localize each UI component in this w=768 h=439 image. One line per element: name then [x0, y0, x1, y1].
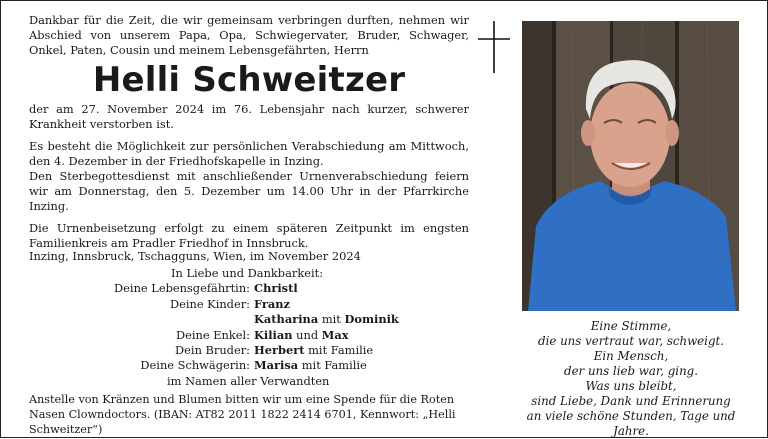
family-row-grandchildren: Deine Enkel: Kilian und Max: [176, 327, 349, 342]
death-text: der am 27. November 2024 im 76. Lebensjahr nach kurzer, schwerer Krankheit verstorben ist.: [29, 102, 469, 131]
poem-line: die uns vertraut war, schweigt.: [538, 334, 724, 348]
poem-line: der uns lieb war, ging.: [564, 364, 698, 378]
portrait-photo: [522, 21, 739, 311]
farewell-text-1: Es besteht die Möglichkeit zur persönlichen Verabschiedung am Mittwoch, den 4. Dezember in der Friedhofskapelle in Inzing.: [29, 139, 469, 168]
cross-icon: [476, 21, 512, 73]
poem-line: Eine Stimme,: [590, 319, 672, 333]
family-row-children: Deine Kinder: Franz: [169, 296, 291, 311]
poem-line: sind Liebe, Dank und Erinnerung: [531, 394, 731, 408]
family-row-partner: Deine Lebensgefährtin: Christl: [114, 281, 298, 296]
intro-text: Dankbar für die Zeit, die wir gemeinsam verbringen durften, nehmen wir Abschied von unserem Papa, Opa, Schwiegervater, Bruder, Schwager, Onkel, Paten, Cousin und meinem Lebensgefährten, Herrn: [29, 13, 469, 57]
poem-line: Was uns bleibt,: [585, 379, 677, 393]
family-row-children-2: Katharina mit Dominik: [254, 312, 399, 327]
family-list: [1, 266, 481, 389]
farewell-text-2: Den Sterbegottesdienst mit anschließender Urnenverabschiedung feiern wir am Donnerstag, den 5. Dezember um 14.00 Uhr in der Pfarrkirche Inzing.: [29, 169, 469, 213]
family-relatives: im Namen aller Verwandten: [167, 373, 330, 388]
family-row-brother: Dein Bruder: Herbert mit Familie: [175, 342, 374, 357]
deceased-name: Helli Schweitzer: [92, 60, 406, 100]
burial-text: Die Urnenbeisetzung erfolgt zu einem späteren Zeitpunkt im engsten Familienkreis am Pradler Friedhof in Innsbruck.: [29, 221, 469, 250]
family-heading: In Liebe und Dankbarkeit:: [171, 266, 324, 280]
family-row-sisterinlaw: Deine Schwägerin: Marisa mit Familie: [140, 358, 367, 373]
poem-line: Ein Mensch,: [593, 349, 669, 363]
obituary-text-column: [29, 13, 469, 251]
place-date: Inzing, Innsbruck, Tschagguns, Wien, im November 2024: [29, 249, 361, 263]
poem: [511, 319, 751, 439]
poem-line: an viele schöne Stunden, Tage und Jahre.: [526, 409, 736, 438]
donation-text: Anstelle von Kränzen und Blumen bitten wir um eine Spende für die Roten Nasen Clowndoctors. (IBAN: AT82 2011 1822 2414 6701, Kennwort: „Helli Schweitzer“): [29, 393, 456, 436]
